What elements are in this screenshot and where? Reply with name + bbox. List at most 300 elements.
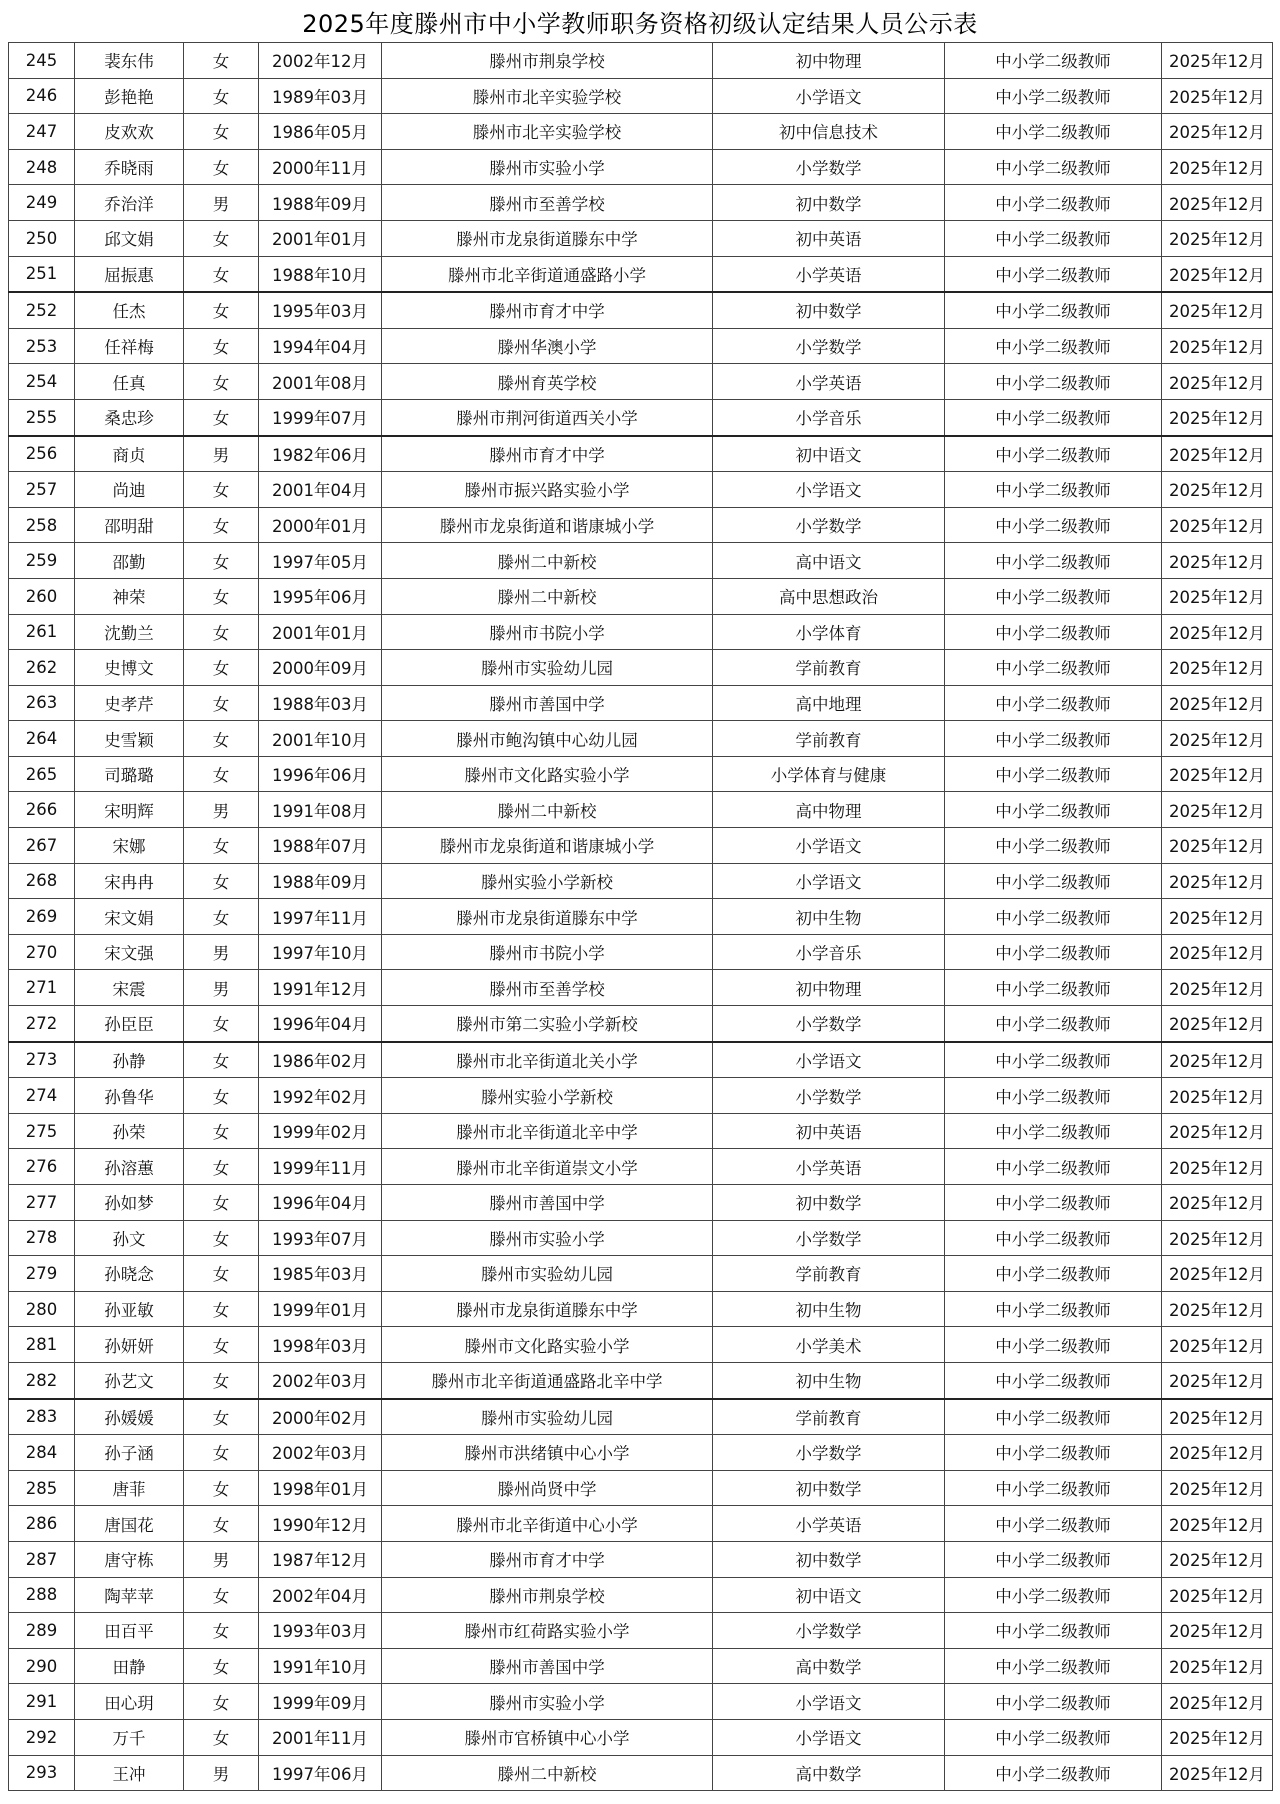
cell-certified-date: 2025年12月 bbox=[1162, 1399, 1273, 1435]
table-row bbox=[9, 472, 1273, 508]
cell-birth-date: 1998年01月 bbox=[259, 1470, 382, 1506]
table-row bbox=[9, 1506, 1273, 1542]
cell-title: 中小学二级教师 bbox=[945, 507, 1162, 543]
cell-name: 孙媛媛 bbox=[75, 1399, 184, 1435]
cell-name: 孙臣臣 bbox=[75, 1006, 184, 1042]
cell-subject: 初中数学 bbox=[713, 1470, 945, 1506]
cell-birth-date: 1992年02月 bbox=[259, 1078, 382, 1114]
cell-school: 滕州市龙泉街道和谐康城小学 bbox=[382, 507, 713, 543]
cell-number: 252 bbox=[9, 292, 75, 328]
cell-title: 中小学二级教师 bbox=[945, 1613, 1162, 1649]
cell-school: 滕州市善国中学 bbox=[382, 685, 713, 721]
cell-number: 272 bbox=[9, 1006, 75, 1042]
cell-title: 中小学二级教师 bbox=[945, 721, 1162, 757]
table-row bbox=[9, 1399, 1273, 1435]
table-row bbox=[9, 614, 1273, 650]
cell-certified-date: 2025年12月 bbox=[1162, 1648, 1273, 1684]
cell-title: 中小学二级教师 bbox=[945, 399, 1162, 435]
cell-certified-date: 2025年12月 bbox=[1162, 1470, 1273, 1506]
cell-name: 裴东伟 bbox=[75, 43, 184, 79]
cell-school: 滕州市红荷路实验小学 bbox=[382, 1613, 713, 1649]
cell-birth-date: 2001年11月 bbox=[259, 1719, 382, 1755]
cell-birth-date: 1993年03月 bbox=[259, 1613, 382, 1649]
cell-title: 中小学二级教师 bbox=[945, 1684, 1162, 1720]
cell-name: 孙晓念 bbox=[75, 1256, 184, 1292]
cell-number: 282 bbox=[9, 1362, 75, 1398]
cell-birth-date: 1997年11月 bbox=[259, 899, 382, 935]
cell-certified-date: 2025年12月 bbox=[1162, 863, 1273, 899]
cell-birth-date: 2002年04月 bbox=[259, 1577, 382, 1613]
cell-title: 中小学二级教师 bbox=[945, 1435, 1162, 1471]
cell-gender: 女 bbox=[184, 364, 259, 400]
cell-name: 宋文强 bbox=[75, 934, 184, 970]
cell-school: 滕州市至善学校 bbox=[382, 185, 713, 221]
cell-number: 278 bbox=[9, 1220, 75, 1256]
cell-number: 270 bbox=[9, 934, 75, 970]
cell-certified-date: 2025年12月 bbox=[1162, 149, 1273, 185]
cell-name: 田静 bbox=[75, 1648, 184, 1684]
cell-title: 中小学二级教师 bbox=[945, 1470, 1162, 1506]
cell-certified-date: 2025年12月 bbox=[1162, 472, 1273, 508]
cell-name: 乔晓雨 bbox=[75, 149, 184, 185]
cell-school: 滕州市荆泉学校 bbox=[382, 1577, 713, 1613]
cell-birth-date: 1996年04月 bbox=[259, 1185, 382, 1221]
cell-school: 滕州市北辛街道通盛路北辛中学 bbox=[382, 1362, 713, 1398]
cell-number: 250 bbox=[9, 220, 75, 256]
cell-subject: 初中生物 bbox=[713, 1362, 945, 1398]
cell-name: 司璐璐 bbox=[75, 756, 184, 792]
cell-certified-date: 2025年12月 bbox=[1162, 220, 1273, 256]
table-row bbox=[9, 578, 1273, 614]
cell-school: 滕州尚贤中学 bbox=[382, 1470, 713, 1506]
cell-title: 中小学二级教师 bbox=[945, 578, 1162, 614]
cell-gender: 女 bbox=[184, 1362, 259, 1398]
cell-birth-date: 2001年01月 bbox=[259, 614, 382, 650]
cell-subject: 小学语文 bbox=[713, 863, 945, 899]
cell-certified-date: 2025年12月 bbox=[1162, 1613, 1273, 1649]
cell-subject: 小学语文 bbox=[713, 1684, 945, 1720]
cell-number: 247 bbox=[9, 114, 75, 150]
cell-gender: 女 bbox=[184, 1327, 259, 1363]
cell-name: 任杰 bbox=[75, 292, 184, 328]
cell-name: 皮欢欢 bbox=[75, 114, 184, 150]
cell-name: 孙荣 bbox=[75, 1113, 184, 1149]
cell-school: 滕州市洪绪镇中心小学 bbox=[382, 1435, 713, 1471]
cell-number: 288 bbox=[9, 1577, 75, 1613]
table-row bbox=[9, 756, 1273, 792]
cell-school: 滕州市北辛实验学校 bbox=[382, 78, 713, 114]
cell-school: 滕州市文化路实验小学 bbox=[382, 1327, 713, 1363]
cell-certified-date: 2025年12月 bbox=[1162, 1506, 1273, 1542]
cell-title: 中小学二级教师 bbox=[945, 1185, 1162, 1221]
table-row bbox=[9, 1185, 1273, 1221]
results-table bbox=[8, 42, 1273, 1791]
cell-birth-date: 1986年05月 bbox=[259, 114, 382, 150]
cell-subject: 高中思想政治 bbox=[713, 578, 945, 614]
cell-number: 285 bbox=[9, 1470, 75, 1506]
cell-number: 265 bbox=[9, 756, 75, 792]
cell-title: 中小学二级教师 bbox=[945, 256, 1162, 292]
cell-number: 263 bbox=[9, 685, 75, 721]
cell-title: 中小学二级教师 bbox=[945, 1042, 1162, 1078]
table-row bbox=[9, 970, 1273, 1006]
cell-name: 彭艳艳 bbox=[75, 78, 184, 114]
table-row bbox=[9, 78, 1273, 114]
cell-title: 中小学二级教师 bbox=[945, 899, 1162, 935]
cell-title: 中小学二级教师 bbox=[945, 756, 1162, 792]
cell-gender: 女 bbox=[184, 1291, 259, 1327]
cell-birth-date: 2000年11月 bbox=[259, 149, 382, 185]
cell-subject: 初中数学 bbox=[713, 1541, 945, 1577]
cell-subject: 学前教育 bbox=[713, 1256, 945, 1292]
cell-certified-date: 2025年12月 bbox=[1162, 1435, 1273, 1471]
cell-title: 中小学二级教师 bbox=[945, 1113, 1162, 1149]
cell-school: 滕州市育才中学 bbox=[382, 436, 713, 472]
cell-name: 商贞 bbox=[75, 436, 184, 472]
cell-title: 中小学二级教师 bbox=[945, 863, 1162, 899]
cell-birth-date: 1988年09月 bbox=[259, 863, 382, 899]
cell-certified-date: 2025年12月 bbox=[1162, 934, 1273, 970]
cell-school: 滕州市善国中学 bbox=[382, 1185, 713, 1221]
cell-number: 262 bbox=[9, 650, 75, 686]
cell-name: 宋震 bbox=[75, 970, 184, 1006]
table-row bbox=[9, 149, 1273, 185]
table-row bbox=[9, 1113, 1273, 1149]
cell-title: 中小学二级教师 bbox=[945, 1577, 1162, 1613]
cell-gender: 女 bbox=[184, 1577, 259, 1613]
cell-number: 291 bbox=[9, 1684, 75, 1720]
cell-title: 中小学二级教师 bbox=[945, 1256, 1162, 1292]
cell-title: 中小学二级教师 bbox=[945, 78, 1162, 114]
cell-gender: 女 bbox=[184, 292, 259, 328]
cell-name: 宋娜 bbox=[75, 828, 184, 864]
cell-name: 孙静 bbox=[75, 1042, 184, 1078]
cell-subject: 小学数学 bbox=[713, 1220, 945, 1256]
cell-name: 史博文 bbox=[75, 650, 184, 686]
cell-certified-date: 2025年12月 bbox=[1162, 399, 1273, 435]
cell-title: 中小学二级教师 bbox=[945, 1399, 1162, 1435]
cell-certified-date: 2025年12月 bbox=[1162, 792, 1273, 828]
cell-birth-date: 2001年10月 bbox=[259, 721, 382, 757]
cell-subject: 小学语文 bbox=[713, 472, 945, 508]
cell-subject: 小学数学 bbox=[713, 1006, 945, 1042]
cell-school: 滕州市书院小学 bbox=[382, 614, 713, 650]
cell-title: 中小学二级教师 bbox=[945, 436, 1162, 472]
cell-gender: 女 bbox=[184, 543, 259, 579]
cell-name: 田百平 bbox=[75, 1613, 184, 1649]
cell-name: 宋冉冉 bbox=[75, 863, 184, 899]
cell-title: 中小学二级教师 bbox=[945, 614, 1162, 650]
cell-subject: 小学语文 bbox=[713, 828, 945, 864]
cell-number: 259 bbox=[9, 543, 75, 579]
cell-birth-date: 1988年10月 bbox=[259, 256, 382, 292]
cell-gender: 男 bbox=[184, 185, 259, 221]
cell-gender: 女 bbox=[184, 114, 259, 150]
cell-gender: 女 bbox=[184, 1220, 259, 1256]
cell-subject: 小学英语 bbox=[713, 1149, 945, 1185]
cell-school: 滕州市北辛街道崇文小学 bbox=[382, 1149, 713, 1185]
cell-name: 沈勤兰 bbox=[75, 614, 184, 650]
cell-gender: 男 bbox=[184, 1541, 259, 1577]
cell-birth-date: 1996年06月 bbox=[259, 756, 382, 792]
cell-certified-date: 2025年12月 bbox=[1162, 543, 1273, 579]
cell-name: 史孝芹 bbox=[75, 685, 184, 721]
cell-number: 284 bbox=[9, 1435, 75, 1471]
table-row bbox=[9, 399, 1273, 435]
cell-subject: 初中物理 bbox=[713, 43, 945, 79]
cell-birth-date: 1982年06月 bbox=[259, 436, 382, 472]
cell-number: 292 bbox=[9, 1719, 75, 1755]
table-row bbox=[9, 1755, 1273, 1791]
cell-gender: 男 bbox=[184, 436, 259, 472]
cell-certified-date: 2025年12月 bbox=[1162, 114, 1273, 150]
cell-certified-date: 2025年12月 bbox=[1162, 578, 1273, 614]
cell-gender: 女 bbox=[184, 256, 259, 292]
cell-certified-date: 2025年12月 bbox=[1162, 256, 1273, 292]
table-row bbox=[9, 43, 1273, 79]
cell-name: 孙子涵 bbox=[75, 1435, 184, 1471]
cell-title: 中小学二级教师 bbox=[945, 1719, 1162, 1755]
cell-subject: 小学音乐 bbox=[713, 399, 945, 435]
cell-school: 滕州市育才中学 bbox=[382, 1541, 713, 1577]
cell-gender: 女 bbox=[184, 507, 259, 543]
cell-gender: 男 bbox=[184, 1755, 259, 1791]
cell-school: 滕州市北辛街道北关小学 bbox=[382, 1042, 713, 1078]
cell-certified-date: 2025年12月 bbox=[1162, 1185, 1273, 1221]
cell-certified-date: 2025年12月 bbox=[1162, 436, 1273, 472]
cell-school: 滕州市至善学校 bbox=[382, 970, 713, 1006]
cell-title: 中小学二级教师 bbox=[945, 292, 1162, 328]
cell-number: 275 bbox=[9, 1113, 75, 1149]
cell-school: 滕州育英学校 bbox=[382, 364, 713, 400]
cell-name: 宋文娟 bbox=[75, 899, 184, 935]
cell-school: 滕州市荆河街道西关小学 bbox=[382, 399, 713, 435]
cell-number: 287 bbox=[9, 1541, 75, 1577]
cell-school: 滕州市北辛实验学校 bbox=[382, 114, 713, 150]
cell-number: 253 bbox=[9, 328, 75, 364]
table-row bbox=[9, 1435, 1273, 1471]
cell-name: 田心玥 bbox=[75, 1684, 184, 1720]
cell-name: 孙妍妍 bbox=[75, 1327, 184, 1363]
cell-subject: 学前教育 bbox=[713, 721, 945, 757]
cell-subject: 初中英语 bbox=[713, 220, 945, 256]
cell-number: 260 bbox=[9, 578, 75, 614]
cell-birth-date: 1986年02月 bbox=[259, 1042, 382, 1078]
cell-certified-date: 2025年12月 bbox=[1162, 1719, 1273, 1755]
cell-name: 孙溶蕙 bbox=[75, 1149, 184, 1185]
cell-birth-date: 1991年12月 bbox=[259, 970, 382, 1006]
cell-title: 中小学二级教师 bbox=[945, 1362, 1162, 1398]
cell-gender: 女 bbox=[184, 1648, 259, 1684]
cell-gender: 男 bbox=[184, 792, 259, 828]
cell-number: 249 bbox=[9, 185, 75, 221]
cell-birth-date: 2002年03月 bbox=[259, 1435, 382, 1471]
cell-gender: 女 bbox=[184, 328, 259, 364]
table-row bbox=[9, 1327, 1273, 1363]
cell-birth-date: 1999年02月 bbox=[259, 1113, 382, 1149]
cell-gender: 女 bbox=[184, 43, 259, 79]
table-row bbox=[9, 1291, 1273, 1327]
cell-name: 乔治洋 bbox=[75, 185, 184, 221]
cell-name: 神荣 bbox=[75, 578, 184, 614]
table-row bbox=[9, 899, 1273, 935]
cell-birth-date: 1996年04月 bbox=[259, 1006, 382, 1042]
cell-subject: 高中语文 bbox=[713, 543, 945, 579]
cell-number: 264 bbox=[9, 721, 75, 757]
cell-title: 中小学二级教师 bbox=[945, 1541, 1162, 1577]
cell-title: 中小学二级教师 bbox=[945, 792, 1162, 828]
cell-certified-date: 2025年12月 bbox=[1162, 43, 1273, 79]
table-row bbox=[9, 1256, 1273, 1292]
cell-school: 滕州市实验幼儿园 bbox=[382, 1399, 713, 1435]
cell-certified-date: 2025年12月 bbox=[1162, 364, 1273, 400]
cell-birth-date: 2001年04月 bbox=[259, 472, 382, 508]
cell-subject: 高中数学 bbox=[713, 1755, 945, 1791]
cell-subject: 小学美术 bbox=[713, 1327, 945, 1363]
cell-name: 尚迪 bbox=[75, 472, 184, 508]
cell-school: 滕州实验小学新校 bbox=[382, 1078, 713, 1114]
cell-gender: 女 bbox=[184, 1613, 259, 1649]
cell-school: 滕州市北辛街道通盛路小学 bbox=[382, 256, 713, 292]
table-row bbox=[9, 721, 1273, 757]
cell-subject: 小学数学 bbox=[713, 1613, 945, 1649]
cell-school: 滕州二中新校 bbox=[382, 578, 713, 614]
cell-number: 293 bbox=[9, 1755, 75, 1791]
cell-birth-date: 1987年12月 bbox=[259, 1541, 382, 1577]
cell-name: 万千 bbox=[75, 1719, 184, 1755]
cell-birth-date: 2000年09月 bbox=[259, 650, 382, 686]
cell-school: 滕州华澳小学 bbox=[382, 328, 713, 364]
cell-subject: 小学体育 bbox=[713, 614, 945, 650]
table-row bbox=[9, 543, 1273, 579]
cell-gender: 女 bbox=[184, 1684, 259, 1720]
cell-name: 桑忠珍 bbox=[75, 399, 184, 435]
cell-birth-date: 2000年02月 bbox=[259, 1399, 382, 1435]
cell-school: 滕州二中新校 bbox=[382, 543, 713, 579]
cell-subject: 小学语文 bbox=[713, 78, 945, 114]
cell-school: 滕州市实验小学 bbox=[382, 1684, 713, 1720]
cell-gender: 女 bbox=[184, 1113, 259, 1149]
cell-number: 266 bbox=[9, 792, 75, 828]
table-row bbox=[9, 792, 1273, 828]
table-row bbox=[9, 1719, 1273, 1755]
results-table-body bbox=[9, 43, 1273, 1791]
cell-birth-date: 1990年12月 bbox=[259, 1506, 382, 1542]
cell-certified-date: 2025年12月 bbox=[1162, 1078, 1273, 1114]
cell-number: 286 bbox=[9, 1506, 75, 1542]
cell-birth-date: 1997年10月 bbox=[259, 934, 382, 970]
cell-school: 滕州市龙泉街道和谐康城小学 bbox=[382, 828, 713, 864]
cell-school: 滕州市振兴路实验小学 bbox=[382, 472, 713, 508]
cell-school: 滕州实验小学新校 bbox=[382, 863, 713, 899]
cell-number: 268 bbox=[9, 863, 75, 899]
cell-number: 267 bbox=[9, 828, 75, 864]
cell-gender: 女 bbox=[184, 1719, 259, 1755]
cell-subject: 初中生物 bbox=[713, 899, 945, 935]
cell-title: 中小学二级教师 bbox=[945, 1506, 1162, 1542]
cell-birth-date: 1999年11月 bbox=[259, 1149, 382, 1185]
cell-name: 任祥梅 bbox=[75, 328, 184, 364]
cell-birth-date: 1997年06月 bbox=[259, 1755, 382, 1791]
cell-title: 中小学二级教师 bbox=[945, 364, 1162, 400]
cell-school: 滕州二中新校 bbox=[382, 792, 713, 828]
cell-gender: 男 bbox=[184, 970, 259, 1006]
cell-number: 251 bbox=[9, 256, 75, 292]
cell-certified-date: 2025年12月 bbox=[1162, 78, 1273, 114]
cell-title: 中小学二级教师 bbox=[945, 543, 1162, 579]
cell-birth-date: 2001年08月 bbox=[259, 364, 382, 400]
cell-gender: 女 bbox=[184, 756, 259, 792]
cell-certified-date: 2025年12月 bbox=[1162, 1684, 1273, 1720]
table-row bbox=[9, 1577, 1273, 1613]
cell-school: 滕州市龙泉街道滕东中学 bbox=[382, 1291, 713, 1327]
cell-title: 中小学二级教师 bbox=[945, 185, 1162, 221]
cell-subject: 小学语文 bbox=[713, 1042, 945, 1078]
cell-number: 256 bbox=[9, 436, 75, 472]
cell-gender: 女 bbox=[184, 1399, 259, 1435]
table-row bbox=[9, 220, 1273, 256]
cell-certified-date: 2025年12月 bbox=[1162, 1755, 1273, 1791]
cell-subject: 初中数学 bbox=[713, 185, 945, 221]
cell-subject: 小学英语 bbox=[713, 256, 945, 292]
cell-certified-date: 2025年12月 bbox=[1162, 899, 1273, 935]
cell-title: 中小学二级教师 bbox=[945, 1078, 1162, 1114]
cell-number: 261 bbox=[9, 614, 75, 650]
page-title: 2025年度滕州市中小学教师职务资格初级认定结果人员公示表 bbox=[302, 10, 978, 38]
cell-name: 孙艺文 bbox=[75, 1362, 184, 1398]
table-row bbox=[9, 507, 1273, 543]
cell-gender: 女 bbox=[184, 650, 259, 686]
cell-name: 宋明辉 bbox=[75, 792, 184, 828]
cell-subject: 学前教育 bbox=[713, 1399, 945, 1435]
cell-subject: 小学体育与健康 bbox=[713, 756, 945, 792]
table-row bbox=[9, 1078, 1273, 1114]
cell-birth-date: 1997年05月 bbox=[259, 543, 382, 579]
cell-birth-date: 1998年03月 bbox=[259, 1327, 382, 1363]
cell-number: 255 bbox=[9, 399, 75, 435]
cell-school: 滕州市善国中学 bbox=[382, 1648, 713, 1684]
cell-birth-date: 2002年12月 bbox=[259, 43, 382, 79]
cell-subject: 学前教育 bbox=[713, 650, 945, 686]
cell-title: 中小学二级教师 bbox=[945, 1648, 1162, 1684]
cell-title: 中小学二级教师 bbox=[945, 220, 1162, 256]
cell-name: 王冲 bbox=[75, 1755, 184, 1791]
cell-number: 289 bbox=[9, 1613, 75, 1649]
cell-birth-date: 1988年07月 bbox=[259, 828, 382, 864]
cell-subject: 小学数学 bbox=[713, 149, 945, 185]
table-row bbox=[9, 1684, 1273, 1720]
cell-subject: 初中语文 bbox=[713, 1577, 945, 1613]
cell-name: 邱文娟 bbox=[75, 220, 184, 256]
cell-subject: 小学数学 bbox=[713, 328, 945, 364]
cell-birth-date: 2002年03月 bbox=[259, 1362, 382, 1398]
cell-certified-date: 2025年12月 bbox=[1162, 507, 1273, 543]
cell-birth-date: 1989年03月 bbox=[259, 78, 382, 114]
cell-name: 唐守栋 bbox=[75, 1541, 184, 1577]
cell-subject: 初中信息技术 bbox=[713, 114, 945, 150]
cell-birth-date: 1988年03月 bbox=[259, 685, 382, 721]
cell-gender: 女 bbox=[184, 1006, 259, 1042]
cell-birth-date: 1994年04月 bbox=[259, 328, 382, 364]
cell-title: 中小学二级教师 bbox=[945, 970, 1162, 1006]
cell-title: 中小学二级教师 bbox=[945, 685, 1162, 721]
table-row bbox=[9, 1149, 1273, 1185]
cell-birth-date: 1991年08月 bbox=[259, 792, 382, 828]
cell-school: 滕州市官桥镇中心小学 bbox=[382, 1719, 713, 1755]
cell-school: 滕州市鲍沟镇中心幼儿园 bbox=[382, 721, 713, 757]
cell-certified-date: 2025年12月 bbox=[1162, 1577, 1273, 1613]
cell-number: 257 bbox=[9, 472, 75, 508]
